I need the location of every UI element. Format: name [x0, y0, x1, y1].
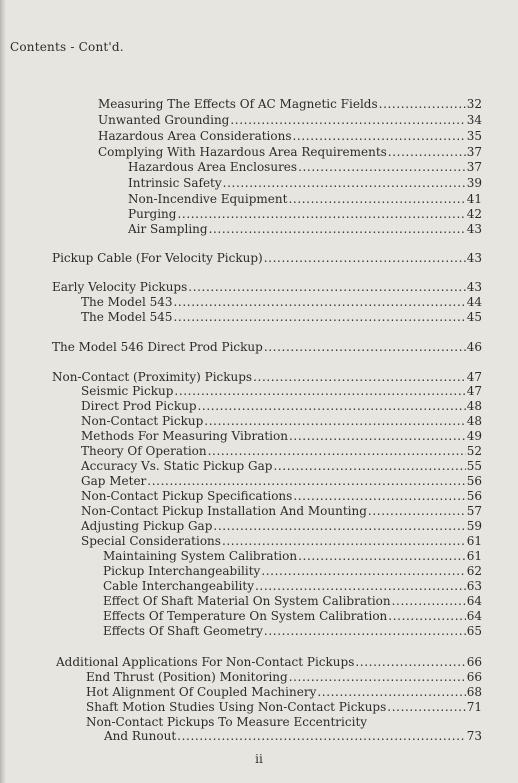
toc-entry-page: 64: [466, 594, 482, 608]
toc-entry: [81, 310, 482, 324]
toc-entry-title: Cable Interchangeability: [103, 579, 254, 593]
toc-leader-dots: [392, 594, 466, 608]
toc-leader-dots: [261, 564, 465, 578]
toc-entry-page: 47: [466, 370, 482, 384]
toc-leader-dots: [223, 176, 466, 190]
toc-entry-title: Effects Of Shaft Geometry: [103, 624, 263, 638]
toc-entry-page: 48: [466, 399, 482, 413]
toc-entry: [81, 489, 482, 503]
toc-entry: [103, 549, 482, 563]
toc-entry-page: 57: [466, 504, 482, 518]
toc-leader-dots: [230, 113, 465, 127]
toc-entry: [86, 700, 482, 714]
toc-leader-dots: [253, 370, 466, 384]
toc-entry: [128, 192, 482, 206]
toc-entry: [81, 399, 482, 413]
toc-entry: [81, 504, 482, 518]
toc-leader-dots: [368, 504, 466, 518]
toc-leader-dots: [379, 97, 466, 111]
toc-entry: [52, 370, 482, 384]
toc-entry-page: 56: [466, 474, 482, 488]
toc-entry: [86, 670, 482, 684]
toc-entry-page: 42: [466, 207, 482, 221]
toc-entry-page: 37: [466, 145, 482, 159]
toc-entry-title: Pickup Cable (For Velocity Pickup): [52, 251, 263, 265]
toc-entry: [103, 609, 482, 623]
toc-entry: [98, 97, 482, 111]
toc-entry-title: And Runout: [104, 729, 177, 743]
page-number: ii: [255, 752, 263, 766]
toc-entry-title: Non-Contact Pickups To Measure Eccentricity: [86, 715, 368, 729]
toc-entry-title: The Model 543: [81, 295, 173, 309]
toc-entry: [52, 280, 482, 294]
toc-leader-dots: [388, 609, 465, 623]
toc-entry-title: Seismic Pickup: [81, 384, 174, 398]
toc-entry: [81, 444, 482, 458]
toc-entry-title: Air Sampling: [128, 222, 208, 236]
toc-entry-page: 43: [466, 222, 482, 236]
toc-entry: [81, 384, 482, 398]
toc-entry-page: 61: [466, 534, 482, 548]
toc-leader-dots: [177, 207, 465, 221]
toc-leader-dots: [355, 655, 465, 669]
toc-entry-page: 56: [466, 489, 482, 503]
toc-entry: [81, 534, 482, 548]
toc-entry: [103, 624, 482, 638]
toc-entry-page: 59: [466, 519, 482, 533]
toc-entry-page: 34: [466, 113, 482, 127]
toc-entry-title: The Model 545: [81, 310, 173, 324]
toc-entry-title: Non-Contact Pickup Installation And Mounting: [81, 504, 367, 518]
toc-leader-dots: [222, 534, 466, 548]
toc-leader-dots: [298, 549, 466, 563]
toc-entry-title: Early Velocity Pickups: [52, 280, 188, 294]
toc-leader-dots: [388, 145, 466, 159]
toc-entry: [128, 222, 482, 236]
toc-leader-dots: [174, 384, 465, 398]
toc-leader-dots: [288, 192, 465, 206]
toc-leader-dots: [273, 459, 465, 473]
toc-entry-title: Purging: [128, 207, 177, 221]
toc-leader-dots: [293, 489, 465, 503]
toc-entry-page: 61: [466, 549, 482, 563]
toc-entry-title: Non-Contact (Proximity) Pickups: [52, 370, 253, 384]
toc-entry: [81, 295, 482, 309]
toc-entry-title: Gap Meter: [81, 474, 147, 488]
toc-leader-dots: [177, 729, 466, 743]
toc-entry: [104, 729, 482, 743]
toc-entry: [52, 340, 482, 354]
toc-entry: [81, 414, 482, 428]
toc-entry-page: 43: [466, 280, 482, 294]
toc-entry-page: 52: [466, 444, 482, 458]
toc-leader-dots: [264, 251, 466, 265]
toc-entry-page: 64: [466, 609, 482, 623]
toc-leader-dots: [147, 474, 465, 488]
toc-entry-title: Non-Contact Pickup Specifications: [81, 489, 293, 503]
toc-entry-title: Adjusting Pickup Gap: [81, 519, 213, 533]
toc-leader-dots: [204, 414, 465, 428]
toc-entry-title: Special Considerations: [81, 534, 221, 548]
toc-leader-dots: [208, 444, 466, 458]
toc-entry-title: Non-Contact Pickup: [81, 414, 204, 428]
toc-entry-page: 62: [466, 564, 482, 578]
toc-entry-page: 44: [466, 295, 482, 309]
toc-leader-dots: [198, 399, 466, 413]
toc-entry-page: 68: [466, 685, 482, 699]
toc-leader-dots: [293, 129, 466, 143]
toc-leader-dots: [264, 340, 466, 354]
toc-entry-title: Direct Prod Pickup: [81, 399, 197, 413]
toc-entry-page: 32: [466, 97, 482, 111]
toc-leader-dots: [289, 670, 466, 684]
toc-leader-dots: [174, 310, 466, 324]
toc-entry: [103, 564, 482, 578]
toc-entry-page: 73: [466, 729, 482, 743]
toc-entry-title: Non-Incendive Equipment: [128, 192, 288, 206]
toc-entry: [98, 113, 482, 127]
toc-leader-dots: [209, 222, 466, 236]
toc-entry-page: 41: [466, 192, 482, 206]
toc-entry-title: Theory Of Operation: [81, 444, 207, 458]
toc-entry-title: Complying With Hazardous Area Requirements: [98, 145, 387, 159]
toc-entry-page: 37: [466, 160, 482, 174]
toc-entry-title: End Thrust (Position) Monitoring: [86, 670, 288, 684]
toc-entry-title: Hot Alignment Of Coupled Machinery: [86, 685, 317, 699]
toc-entry-title: Unwanted Grounding: [98, 113, 230, 127]
toc-entry: [81, 459, 482, 473]
toc-entry-page: 49: [466, 429, 482, 443]
toc-entry-title: Shaft Motion Studies Using Non-Contact Pickups: [86, 700, 387, 714]
toc-entry: [81, 429, 482, 443]
contents-header: Contents - Cont'd.: [10, 40, 124, 54]
toc-entry-title: The Model 546 Direct Prod Pickup: [52, 340, 263, 354]
toc-entry-title: Measuring The Effects Of AC Magnetic Fields: [98, 97, 378, 111]
toc-entry-page: 55: [466, 459, 482, 473]
toc-entry-page: 39: [466, 176, 482, 190]
toc-entry: [81, 474, 482, 488]
toc-entry-title: Hazardous Area Enclosures: [128, 160, 298, 174]
toc-entry-page: 48: [466, 414, 482, 428]
toc-entry-title: Additional Applications For Non-Contact Pickups: [56, 655, 355, 669]
toc-entry: [98, 145, 482, 159]
toc-leader-dots: [213, 519, 465, 533]
toc-entry: [52, 251, 482, 265]
toc-entry-page: 63: [466, 579, 482, 593]
toc-entry-title: Pickup Interchangeability: [103, 564, 261, 578]
toc-entry-title: Accuracy Vs. Static Pickup Gap: [81, 459, 273, 473]
toc-entry: [86, 685, 482, 699]
toc-entry-page: 45: [466, 310, 482, 324]
toc-entry: [98, 129, 482, 143]
toc-entry-title: Intrinsic Safety: [128, 176, 222, 190]
toc-entry-title: Maintaining System Calibration: [103, 549, 298, 563]
toc-leader-dots: [289, 429, 466, 443]
toc-entry-page: 35: [466, 129, 482, 143]
toc-entry-page: 66: [466, 655, 482, 669]
toc-leader-dots: [264, 624, 466, 638]
toc-entry: [81, 519, 482, 533]
toc-entry: [86, 715, 482, 729]
toc-leader-dots: [298, 160, 466, 174]
toc-leader-dots: [255, 579, 466, 593]
toc-entry-page: 46: [466, 340, 482, 354]
toc-entry-page: 66: [466, 670, 482, 684]
toc-entry-page: 65: [466, 624, 482, 638]
toc-entry: [128, 176, 482, 190]
toc-entry-title: Effects Of Temperature On System Calibration: [103, 609, 388, 623]
toc-entry-title: Hazardous Area Considerations: [98, 129, 292, 143]
toc-leader-dots: [387, 700, 465, 714]
toc-entry-title: Effect Of Shaft Material On System Calibration: [103, 594, 391, 608]
toc-leader-dots: [317, 685, 465, 699]
toc-entry: [128, 207, 482, 221]
toc-entry: [128, 160, 482, 174]
toc-entry-title: Methods For Measuring Vibration: [81, 429, 288, 443]
toc-entry: [103, 594, 482, 608]
toc-leader-dots: [174, 295, 466, 309]
toc-entry-page: 47: [466, 384, 482, 398]
toc-leader-dots: [188, 280, 465, 294]
toc-entry: [103, 579, 482, 593]
toc-entry-page: 43: [466, 251, 482, 265]
toc-entry: [56, 655, 482, 669]
toc-entry-page: 71: [466, 700, 482, 714]
